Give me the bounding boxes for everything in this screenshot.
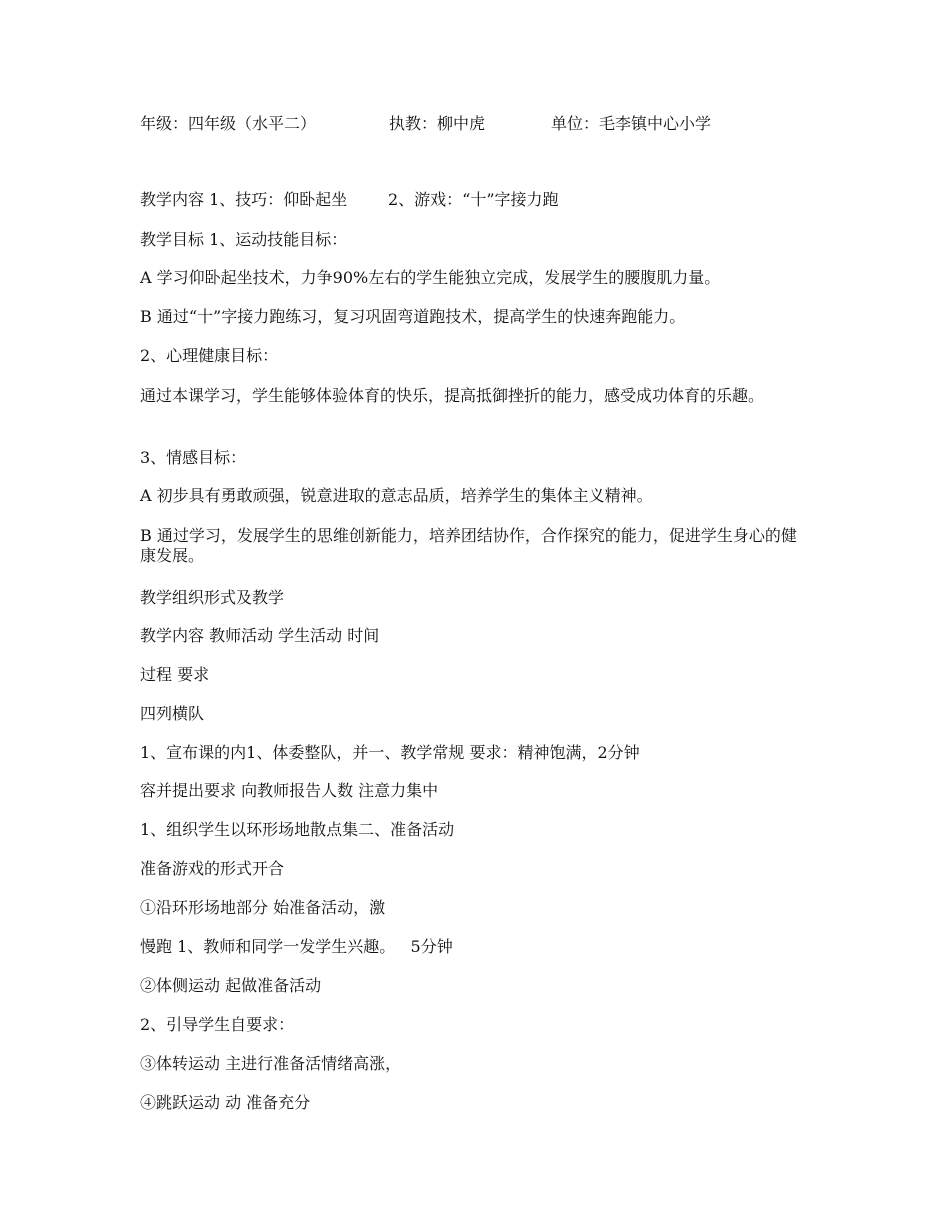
step-1-announce: 1、宣布课的内1、体委整队，并一、教学常规 要求：精神饱满，2分钟 [140,743,640,762]
table-header-row: 教学内容 教师活动 学生活动 时间 [140,626,380,645]
organization-heading: 教学组织形式及教学 [140,588,285,607]
warmup-game: 准备游戏的形式开合 [140,859,285,878]
mental-health-text: 通过本课学习，学生能够体验体育的快乐，提高抵御挫折的能力，感受成功体育的乐趣。 [140,386,765,405]
four-column-formation: 四列横队 [140,704,205,723]
emotion-goal-a: A 初步具有勇敢顽强，锐意进取的意志品质，培养学生的集体主义精神。 [140,486,653,505]
header-teacher: 执教：柳中虎 [389,114,486,133]
step-organize: 1、组织学生以环形场地散点集二、准备活动 [140,820,455,839]
emotion-heading: 3、情感目标： [140,448,247,467]
mental-health-heading: 2、心理健康目标： [140,346,279,365]
header-unit: 单位：毛李镇中心小学 [551,114,712,133]
step-1-continued: 容并提出要求 向教师报告人数 注意力集中 [140,781,439,800]
emotion-goal-b: B 通过学习，发展学生的思维创新能力，培养团结协作，合作探究的能力，促进学生身心的健康发展。 [140,526,797,565]
header-grade: 年级：四年级（水平二） [140,114,317,133]
goal-b-relay: B 通过“十”字接力跑练习，复习巩固弯道跑技术，提高学生的快速奔跑能力。 [140,307,686,326]
warmup-2: ②体侧运动 起做准备活动 [140,976,322,995]
warmup-1: ①沿环形场地部分 始准备活动，激 [140,898,386,917]
process-requirements: 过程 要求 [140,665,210,684]
guide-students: 2、引导学生自要求： [140,1015,295,1034]
slow-jog: 慢跑 1、教师和同学一发学生兴趣。 5分钟 [140,937,453,956]
warmup-3: ③体转运动 主进行准备活情绪高涨， [140,1054,402,1073]
goal-a-situps: A 学习仰卧起坐技术，力争90%左右的学生能独立完成，发展学生的腰腹肌力量。 [140,268,721,287]
warmup-4: ④跳跃运动 动 准备充分 [140,1093,311,1112]
teaching-goal-heading: 教学目标 1、运动技能目标： [140,230,348,249]
teaching-content: 教学内容 1、技巧：仰卧起坐 2、游戏：“十”字接力跑 [140,190,559,209]
